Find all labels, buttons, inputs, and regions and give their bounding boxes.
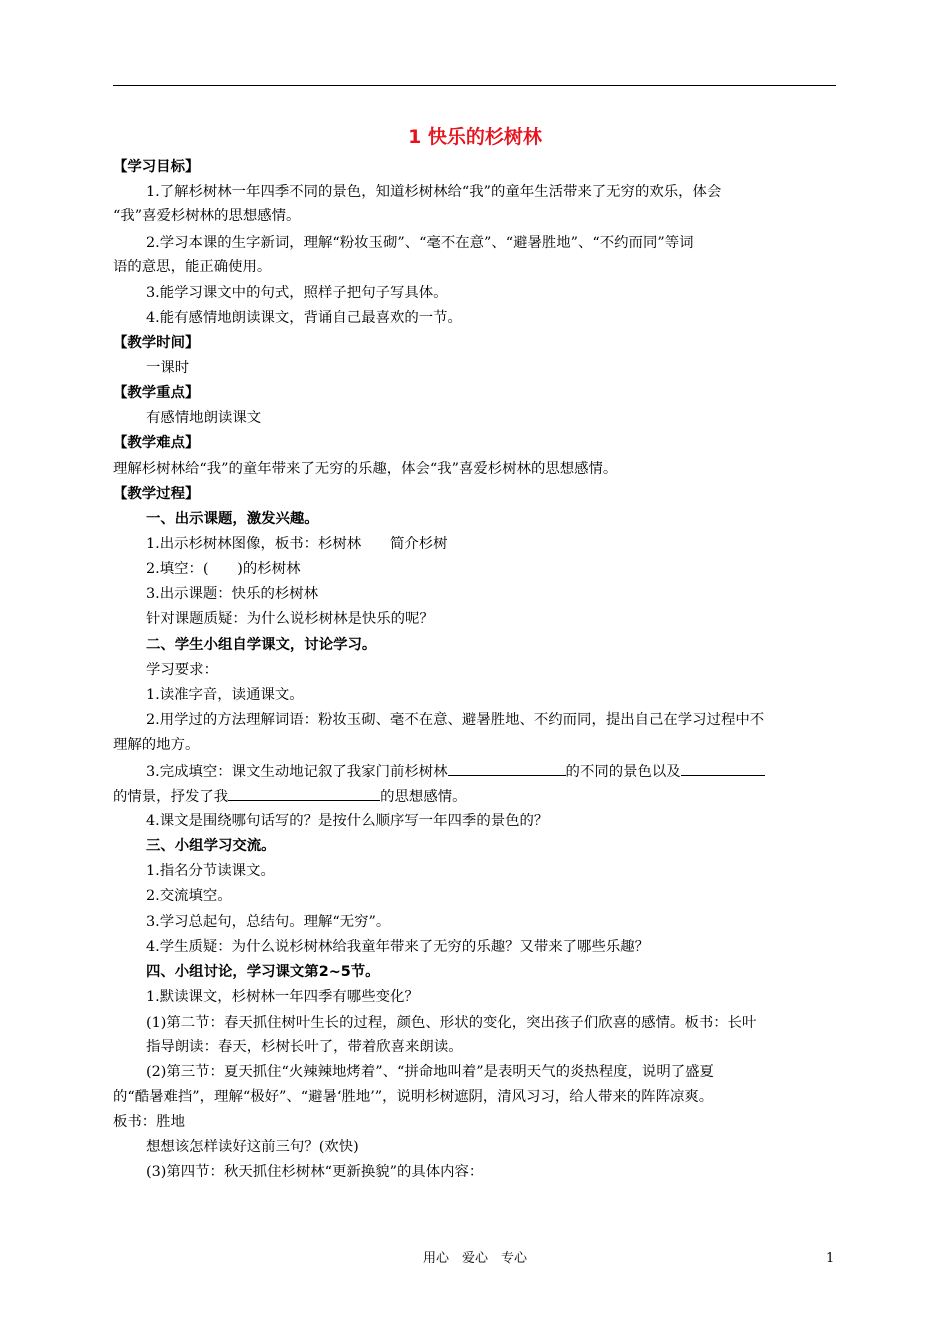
goal-line: 语的意思，能正确使用。 [113,259,272,275]
process-line: 2.用学过的方法理解词语：粉妆玉砌、毫不在意、避暑胜地、不约而同，提出自己在学习过程中不 [146,712,765,728]
process-line: 理解的地方。 [113,737,200,753]
process-line: 针对课题质疑：为什么说杉树林是快乐的呢？ [146,611,434,627]
part-heading: 四、小组讨论，学习课文第2~5节。 [146,964,380,980]
process-line: 板书：胜地 [113,1114,185,1130]
part-heading: 二、学生小组自学课文，讨论学习。 [146,637,377,653]
section-heading-focus: 【教学重点】 [113,385,200,401]
goal-line: “我”喜爱杉树林的思想感情。 [113,208,301,224]
blank-field [681,761,765,776]
page-title: 1 快乐的杉树林 [408,126,542,148]
goal-line: 4.能有感情地朗读课文，背诵自己最喜欢的一节。 [146,310,462,326]
section-heading-time: 【教学时间】 [113,335,200,351]
process-line: 4.学生质疑：为什么说杉树林给我童年带来了无穷的乐趣？又带来了哪些乐趣？ [146,939,650,955]
header-rule [113,85,836,86]
process-line: (1)第二节：春天抓住树叶生长的过程，颜色、形状的变化，突出孩子们欣喜的感情。板书：长叶 [146,1015,757,1031]
blank-field [448,761,566,776]
section-heading-goals: 【学习目标】 [113,159,200,175]
fill-text: 的情景，抒发了我 [113,789,229,805]
time-text: 一课时 [146,360,190,376]
focus-text: 有感情地朗读课文 [146,410,262,426]
fill-blank-line [113,786,839,806]
process-line: 的“酷暑难挡”，理解“极好”、“避暑‘胜地’”，说明杉树遮阴，清风习习，给人带来的阵阵凉爽。 [113,1089,714,1105]
fill-blank-line [146,761,839,781]
difficulty-text: 理解杉树林给“我”的童年带来了无穷的乐趣，体会“我”喜爱杉树林的思想感情。 [113,461,618,477]
fill-text: 的不同的景色以及 [565,764,681,780]
fill-text: 的思想感情。 [380,789,467,805]
goal-line: 2.学习本课的生字新词，理解“粉妆玉砌”、“毫不在意”、“避暑胜地”、“不约而同”等词 [146,235,694,251]
process-line: 1.读准字音，读通课文。 [146,687,304,703]
process-line: 指导朗读：春天，杉树长叶了，带着欣喜来朗读。 [146,1039,463,1055]
goal-line: 1.了解杉树林一年四季不同的景色，知道杉树林给“我”的童年生活带来了无穷的欢乐，体会 [146,184,722,200]
part-heading: 一、出示课题，激发兴趣。 [146,511,319,527]
process-line: (2)第三节：夏天抓住“火辣辣地烤着”、“拼命地叫着”是表明天气的炎热程度，说明了盛夏 [146,1064,714,1080]
process-line: 学习要求： [146,662,218,678]
blank-field [228,786,380,801]
process-line: 1.指名分节读课文。 [146,863,275,879]
part-heading: 三、小组学习交流。 [146,838,276,854]
process-line: 4.课文是围绕哪句话写的？是按什么顺序写一年四季的景色的？ [146,813,549,829]
fill-text: 3.完成填空：课文生动地记叙了我家门前杉树林 [146,764,448,780]
goal-line: 3.能学习课文中的句式，照样子把句子写具体。 [146,285,448,301]
process-line: 3.出示课题：快乐的杉树林 [146,586,319,602]
process-line: (3)第四节：秋天抓住杉树林“更新换貌”的具体内容： [146,1164,484,1180]
process-line: 想想该怎样读好这前三句？(欢快) [146,1139,359,1155]
process-line: 1.出示杉树林图像，板书：杉树林 简介杉树 [146,536,448,552]
section-heading-process: 【教学过程】 [113,486,200,502]
footer-motto: 用心 爱心 专心 [422,1251,527,1266]
process-line: 2.填空：( )的杉树林 [146,561,301,577]
process-line: 1.默读课文，杉树林一年四季有哪些变化？ [146,989,419,1005]
page-number: 1 [826,1251,835,1266]
section-heading-difficulty: 【教学难点】 [113,435,200,451]
process-line: 3.学习总起句，总结句。理解“无穷”。 [146,914,391,930]
process-line: 2.交流填空。 [146,888,232,904]
